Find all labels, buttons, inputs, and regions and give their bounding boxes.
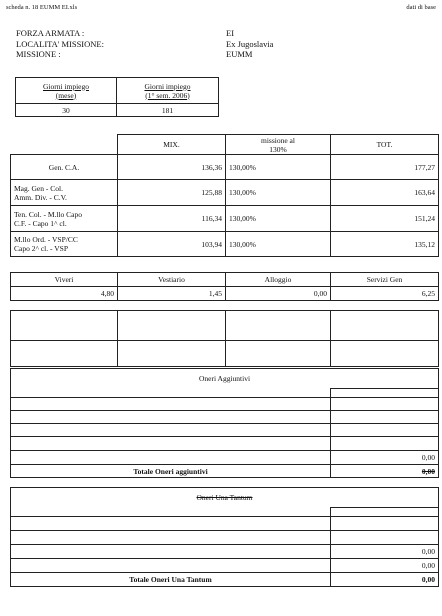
- oneri-una-tantum-total: 0,00: [331, 573, 439, 587]
- blank-cell: [11, 531, 331, 545]
- blank-cell: [118, 341, 226, 367]
- servizi-header-viveri: Viveri: [11, 273, 118, 287]
- giorni-mese-value: 30: [16, 104, 117, 117]
- blank-cell: [11, 437, 331, 451]
- oneri-aggiuntivi-title: Oneri Aggiuntivi: [11, 369, 439, 389]
- blank-cell: [331, 398, 439, 411]
- grado-mix: 125,88: [118, 180, 226, 206]
- info-label: LOCALITA' MISSIONE:: [16, 38, 104, 49]
- blank-cell: [11, 398, 331, 411]
- mission-info: [16, 28, 436, 60]
- blank-cell: [331, 411, 439, 424]
- grado-mix: 103,94: [118, 232, 226, 257]
- info-value: EUMM: [226, 49, 253, 59]
- blank-cell: [11, 508, 331, 517]
- grado-missione: 130,00%: [226, 155, 331, 180]
- oneri-aggiuntivi-total: 0,00: [331, 465, 439, 478]
- grado-label: M.llo Ord. - VSP/CC Capo 2^ cl. - VSP: [11, 232, 118, 257]
- blank-cell: [226, 341, 331, 367]
- giorni-impiego-table: [15, 77, 219, 117]
- servizi-value-alloggio: 0,00: [226, 287, 331, 301]
- servizi-table: [10, 272, 439, 301]
- gradi-corner: [11, 135, 118, 155]
- oneri-aggiuntivi-subtotal: 0,00: [331, 451, 439, 465]
- blank-cell: [331, 517, 439, 531]
- oneri-una-tantum-subtotal: 0,00: [331, 545, 439, 559]
- info-row: [16, 39, 436, 50]
- servizi-value-vestiario: 1,45: [118, 287, 226, 301]
- info-value: Ex Jugoslavia: [226, 38, 274, 49]
- servizi-header-servizi-gen: Servizi Gen: [331, 273, 439, 287]
- grado-label: Mag. Gen - Col. Amm. Div. - C.V.: [11, 180, 118, 206]
- info-label: MISSIONE :: [16, 49, 61, 59]
- blank-cell: [331, 311, 439, 341]
- gradi-mix-header: MIX.: [118, 135, 226, 155]
- grado-missione: 130,00%: [226, 206, 331, 232]
- blank-cell: [11, 389, 331, 398]
- blank-cell: [331, 341, 439, 367]
- blank-cell: [331, 508, 439, 517]
- oneri-una-tantum-subtotal: 0,00: [331, 559, 439, 573]
- giorni-semestre-value: 181: [117, 104, 219, 117]
- info-row: [16, 49, 436, 60]
- blank-cell: [11, 424, 331, 437]
- blank-cell: [11, 411, 331, 424]
- grado-tot: 163,64: [331, 180, 439, 206]
- info-value: EI: [226, 28, 235, 38]
- sheet-section-label: dati di base: [406, 4, 436, 11]
- grado-tot: 177,27: [331, 155, 439, 180]
- oneri-una-tantum-table: [10, 487, 439, 587]
- table-row: [11, 232, 439, 257]
- gradi-tot-header: TOT.: [331, 135, 439, 155]
- blank-cell: [331, 424, 439, 437]
- blank-cell: [331, 531, 439, 545]
- servizi-header-alloggio: Alloggio: [226, 273, 331, 287]
- blank-cell: [11, 451, 331, 465]
- blank-cell: [11, 341, 118, 367]
- servizi-header-vestiario: Vestiario: [118, 273, 226, 287]
- giorni-semestre-header: Giorni impiego (1° sem. 2006): [117, 78, 219, 104]
- info-row: [16, 28, 436, 39]
- oneri-una-tantum-title: Oneri Una Tantum: [11, 488, 439, 508]
- blank-cell: [11, 559, 331, 573]
- blank-cell: [11, 545, 331, 559]
- gradi-table: [10, 134, 439, 257]
- blank-cell: [226, 311, 331, 341]
- grado-tot: 151,24: [331, 206, 439, 232]
- servizi-value-viveri: 4,80: [11, 287, 118, 301]
- grado-mix: 116,34: [118, 206, 226, 232]
- grado-mix: 136,36: [118, 155, 226, 180]
- table-row: [11, 206, 439, 232]
- blank-cell: [331, 389, 439, 398]
- grado-missione: 130,00%: [226, 180, 331, 206]
- table-row: [11, 180, 439, 206]
- info-label: FORZA ARMATA :: [16, 28, 85, 38]
- grado-missione: 130,00%: [226, 232, 331, 257]
- blank-cell: [118, 311, 226, 341]
- grado-label: Ten. Col. - M.llo Capo C.F. - Capo 1^ cl.: [11, 206, 118, 232]
- gradi-missione-header: missione al 130%: [226, 135, 331, 155]
- blank-cell: [11, 311, 118, 341]
- grado-label: Gen. C.A.: [11, 155, 118, 180]
- blank-grid: [10, 310, 439, 367]
- oneri-aggiuntivi-total-label: Totale Oneri aggiuntivi: [11, 465, 331, 478]
- servizi-value-servizi-gen: 6,25: [331, 287, 439, 301]
- sheet-filename: scheda n. 18 EUMM EI.xls: [6, 4, 78, 11]
- blank-cell: [11, 517, 331, 531]
- giorni-mese-header: Giorni impiego (mese): [16, 78, 117, 104]
- table-row: [11, 155, 439, 180]
- blank-cell: [331, 437, 439, 451]
- oneri-una-tantum-total-label: Totale Oneri Una Tantum: [11, 573, 331, 587]
- grado-tot: 135,12: [331, 232, 439, 257]
- oneri-aggiuntivi-table: [10, 368, 439, 478]
